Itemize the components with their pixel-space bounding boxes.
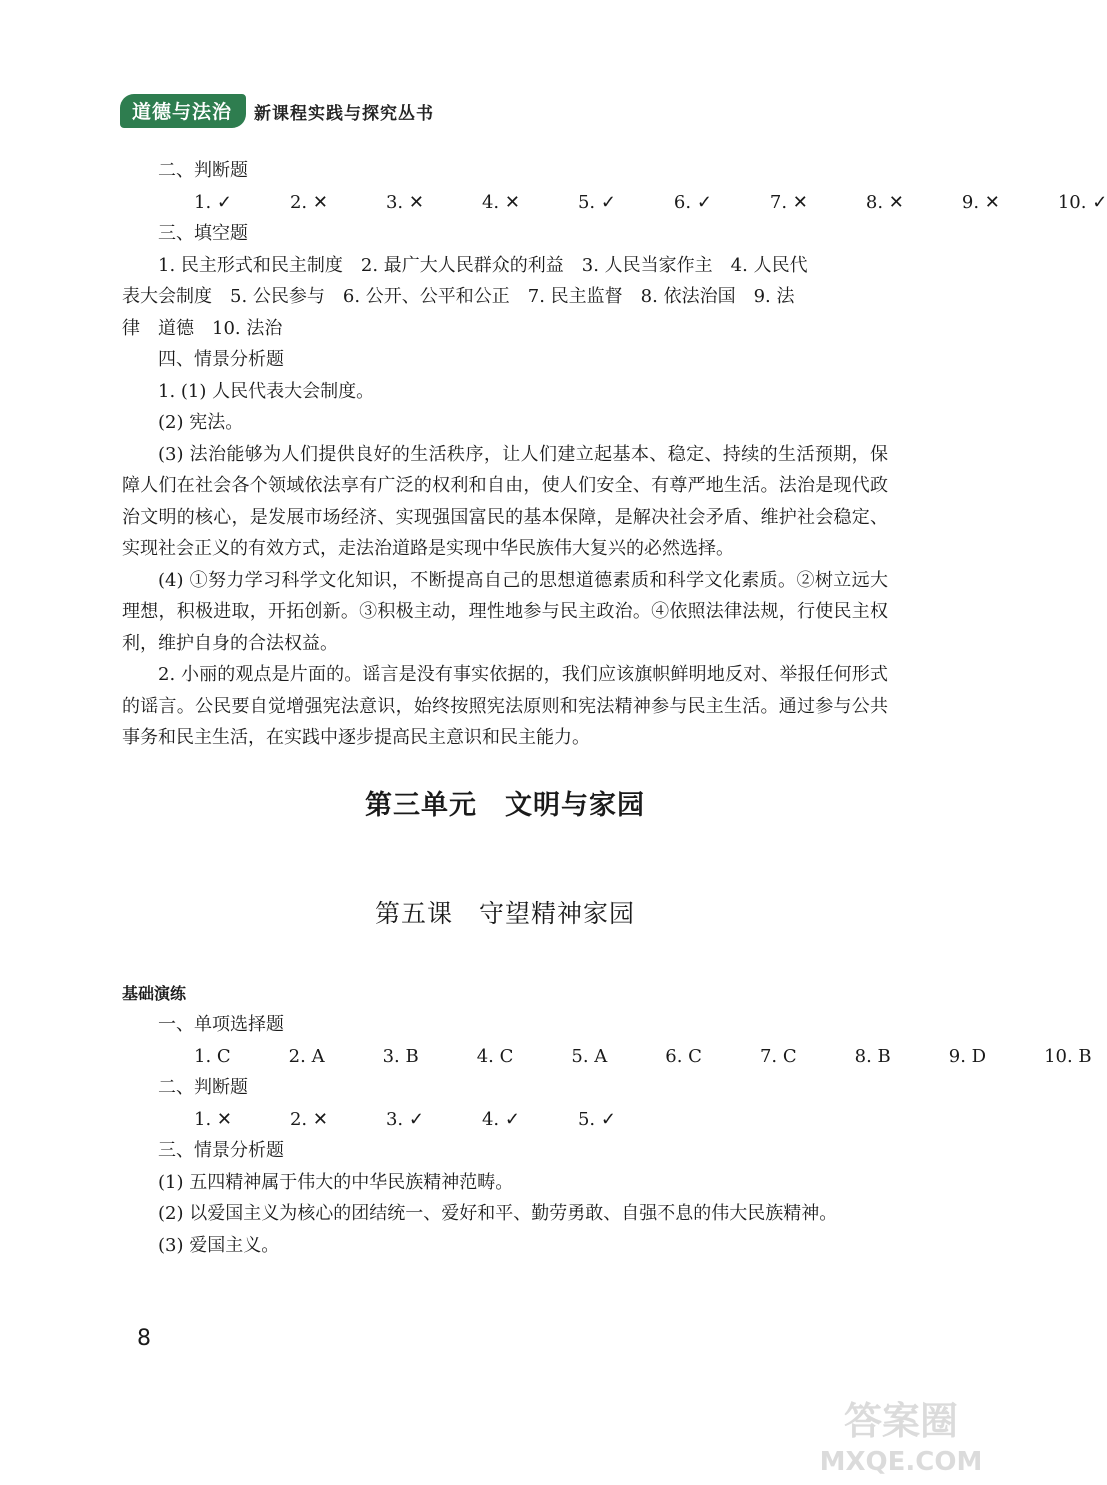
section-heading: 三、填空题 (158, 223, 248, 244)
judge-answers (122, 187, 1107, 219)
answer-item: 3. B (382, 1045, 419, 1067)
answer-item: 7. C (759, 1045, 797, 1067)
unit-title: 第三单元 文明与家园 (365, 789, 645, 821)
answer-item: 9. D (948, 1045, 987, 1067)
page-header (120, 94, 434, 128)
answer-text: 1. (1) 人民代表大会制度。 (158, 380, 375, 402)
answer-paragraph: (3) 法治能够为人们提供良好的生活秩序，让人们建立起基本、稳定、持续的生活预期，保障人们在社会各个领域依法享有广泛的权利和自由，使人们安全、有尊严地生活。法治是现代政治文明的核心，是发展市场经济、实现强国富民的基本保障，是解决社会矛盾、维护社会稳定、实现社会正义的有效方式，走法治道路是实现中华民族伟大复兴的必然选择。 (122, 443, 888, 559)
answer-item: 6. C (665, 1045, 702, 1067)
answer-item: 1. ✕ (194, 1108, 232, 1130)
answer-text: (2) 宪法。 (158, 412, 244, 433)
section-heading: 四、情景分析题 (158, 349, 284, 370)
section-heading: 三、情景分析题 (158, 1140, 284, 1161)
answer-item: 2. ✕ (289, 1108, 328, 1130)
answer-content (122, 155, 1107, 1261)
answer-item: 1. C (194, 1045, 231, 1067)
answer-item: 2. ✕ (289, 191, 328, 213)
watermark-text-bottom: MXQE.COM (819, 1447, 983, 1477)
judge-answers (122, 1104, 888, 1136)
page-number: 8 (137, 1326, 151, 1351)
answer-item: 10. B (1044, 1045, 1092, 1067)
watermark-text-top: 答案圈 (843, 1399, 959, 1443)
fill-line: 1. 民主形式和民主制度 2. 最广大人民群众的利益 3. 人民当家作主 4. 人民代 (158, 254, 808, 276)
answer-item: 4. ✕ (481, 191, 520, 213)
section-heading: 二、判断题 (158, 1077, 248, 1098)
answer-item: 9. ✕ (961, 191, 1000, 213)
watermark-logo (812, 1392, 990, 1478)
answer-item: 5. ✓ (577, 1108, 616, 1130)
answer-item: 5. A (571, 1045, 608, 1067)
answer-paragraph: (4) ①努力学习科学文化知识，不断提高自己的思想道德素质和科学文化素质。②树立远大理想，积极进取，开拓创新。③积极主动，理性地参与民主政治。④依照法律法规，行使民主权利，维护自身的合法权益。 (122, 569, 888, 654)
fill-line: 律 道德 10. 法治 (122, 317, 283, 339)
answer-item: 4. ✓ (481, 1108, 520, 1130)
answer-text: (3) 爱国主义。 (158, 1234, 280, 1256)
answer-item: 4. C (476, 1045, 514, 1067)
section-heading: 一、单项选择题 (158, 1014, 284, 1035)
series-title: 新课程实践与探究丛书 (254, 103, 435, 124)
section-heading: 二、判断题 (158, 160, 248, 181)
answer-paragraph: 2. 小丽的观点是片面的。谣言是没有事实依据的，我们应该旗帜鲜明地反对、举报任何形式的谣言。公民要自觉增强宪法意识，始终按照宪法原则和宪法精神参与民主生活。通过参与公共事务和民主生活，在实践中逐步提高民主意识和民主能力。 (122, 664, 888, 748)
answer-item: 8. ✕ (865, 191, 904, 213)
choice-answers (122, 1041, 1092, 1073)
answer-item: 5. ✓ (577, 191, 616, 213)
answer-item: 1. ✓ (194, 191, 232, 213)
answer-item: 2. A (288, 1045, 325, 1067)
answer-text: (1) 五四精神属于伟大的中华民族精神范畴。 (158, 1171, 514, 1193)
subject-badge: 道德与法治 (120, 94, 246, 128)
answer-item: 3. ✓ (385, 1108, 424, 1130)
answer-item: 3. ✕ (385, 191, 424, 213)
answer-item: 8. B (854, 1045, 891, 1067)
answer-item: 6. ✓ (673, 191, 712, 213)
lesson-title: 第五课 守望精神家园 (374, 898, 635, 928)
answer-item: 7. ✕ (769, 191, 808, 213)
answer-item: 10. ✓ (1057, 191, 1107, 213)
answer-paragraph: (2) 以爱国主义为核心的团结统一、爱好和平、勤劳勇敢、自强不息的伟大民族精神。 (158, 1203, 838, 1224)
fill-line: 表大会制度 5. 公民参与 6. 公开、公平和公正 7. 民主监督 8. 依法治国 9. 法 (122, 286, 795, 307)
subsection-heading: 基础演练 (122, 983, 187, 1003)
